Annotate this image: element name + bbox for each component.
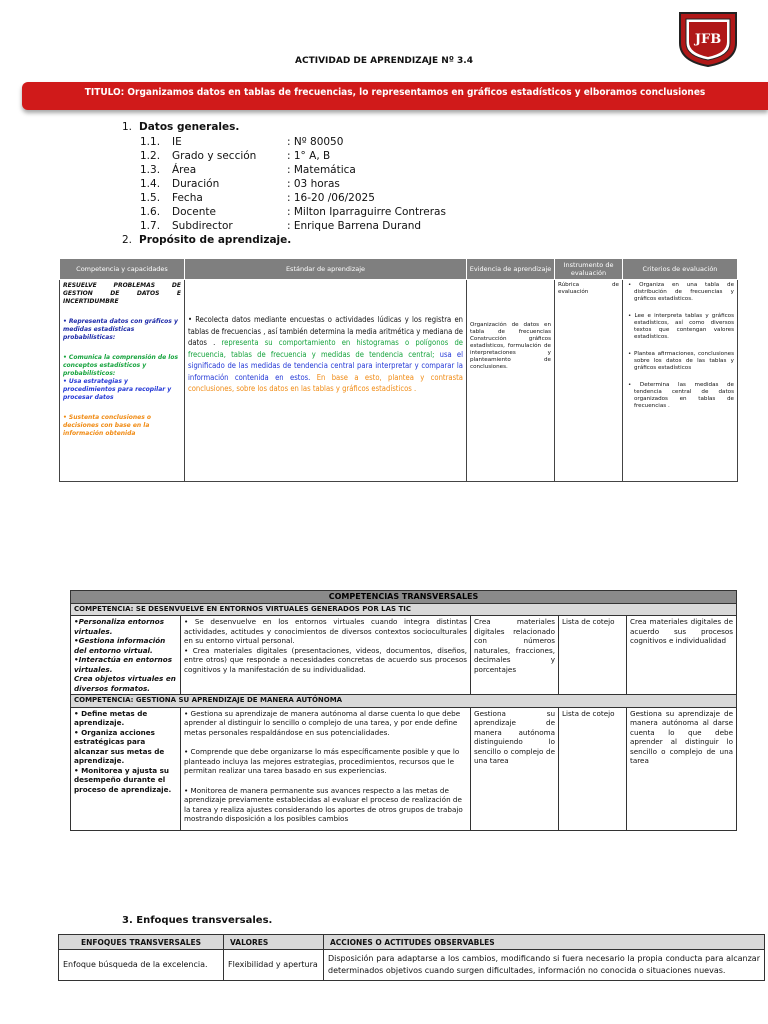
logo-monogram: JFB [694,32,722,47]
comp1-instrumento: Lista de cotejo [559,616,627,695]
accion-cell: Disposición para adaptarse a los cambios, modificando si fuera necesario la propia conducta para alcanzar determinados objetivos cuando surgen dificultades, información no conocida o situaciones nuevas. [324,950,765,981]
instrumento-cell [555,280,623,482]
general-row-label: Subdirector [172,220,233,232]
enfoques-col-acciones: ACCIONES O ACTITUDES OBSERVABLES [324,935,765,950]
enfoques-col-enfoque: ENFOQUES TRANSVERSALES [59,935,224,950]
comp1-capacidades: •Personaliza entornos virtuales. •Gestiona información del entorno virtual. •Interactúa en entornos virtuales. Crea objetos virtuales en diversos formatos. [71,616,181,695]
capacidad-2: • Comunica la comprensión de los conceptos estadísticos y probabilísticos: [63,354,179,377]
transversal-competencies-table [70,590,737,831]
competencia-name: RESUELVE PROBLEMAS DE GESTION DE DATOS E INCERTIDUMBRE [63,282,181,305]
comp1-estandar: • Se desenvuelve en los entornos virtuales cuando integra distintas actividades, actitudes y conocimientos de diversos contextos socioculturales en su entorno virtual personal. • Crea materiales digitales (presentaciones, videos, documentos, diseños, entre otros) que responde a necesidades concretas de acuerdo sus procesos cognitivos y la manifestación de su individualidad. [181,616,471,695]
general-heading: Datos generales. [139,121,240,133]
estandar-cell [185,280,467,482]
criterio-4: • Determina las medidas de tendencia central de datos organizados en tablas de frecuencias . [628,382,734,409]
general-row-value: : Nº 80050 [287,136,344,148]
general-row-label: Área [172,164,197,176]
comp2-heading: COMPETENCIA: GESTIONA SU APRENDIZAJE DE MANERA AUTÓNOMA [71,695,737,708]
purpose-heading: Propósito de aprendizaje. [139,234,292,246]
enfoques-table [58,934,765,981]
comp2-estandar: • Gestiona su aprendizaje de manera autónoma al darse cuenta lo que debe aprender al distinguir lo sencillo o complejo de una tarea, y por ende define metas personales respaldándose en sus potencialidades. • Comprende que debe organizarse lo más específicamente posible y que lo planteado incluya las mejores estrategias, procedimientos, recursos que le permitan realizar una tarea basado en sus experiencias. • Monitorea de manera permanente sus avances respecto a las metas de aprendizaje previamente establecidas al evaluar el proceso de realización de la tarea y realiza ajustes considerando los aportes de otros grupos de trabajo mostrando disposición a los posibles cambios [181,707,471,831]
banner-text: TITULO: Organizamos datos en tablas de frecuencias, lo representamos en gráficos estadísticos y elboramos conclusiones [84,87,706,98]
evidencia-text: Organización de datos en tabla de frecuencias Construcción gráficos estadísticos, formulación de interpretaciones y planteamiento de conclusiones. [470,322,551,370]
general-row-value: : Enrique Barrena Durand [287,220,422,232]
general-row-num: 1.4. [140,178,161,190]
comp1-criterio: Crea materiales digitales de acuerdo sus procesos cognitivos e individualidad [627,616,737,695]
criterios-cell [623,280,738,482]
header-estandar: Estándar de aprendizaje [185,259,467,280]
general-row-label: Grado y sección [172,150,257,162]
page-title: ACTIVIDAD DE APRENDIZAJE Nº 3.4 [295,56,473,66]
general-row-value: : Matemática [287,164,356,176]
evidencia-cell [467,280,555,482]
purpose-num: 2. [122,234,133,246]
valor-cell: Flexibilidad y apertura [224,950,324,981]
comp1-heading: COMPETENCIA: SE DESENVUELVE EN ENTORNOS VIRTUALES GENERADOS POR LAS TIC [71,603,737,616]
std-green: representa su comportamiento en histogramas o polígonos de frecuencia, tablas de frecuencia y medidas de tendencia central; [188,338,464,359]
enfoque-cell: Enfoque búsqueda de la excelencia. [59,950,224,981]
competency-table [59,258,738,482]
capacidad-1: • Representa datos con gráficos y medidas estadísticas probabilísticas: [63,318,178,341]
std-black: • Recolecta datos mediante encuestas o actividades lúdicas y los registra en tablas de frecuencias , así también determina la media aritmética y mediana de datos . [188,315,463,347]
general-row-label: Fecha [172,192,203,204]
comp1-evidencia: Crea materiales digitales relacionado con números naturales, fracciones, decimales y porcentajes [471,616,559,695]
general-row-num: 1.1. [140,136,161,148]
header-competencia: Competencia y capacidades [60,259,185,280]
competencia-cell [60,280,185,482]
std-blue: usa el significado de las medidas de tendencia central para interpretar y comparar la información contenida en estos. [188,349,464,382]
transversal-title: COMPETENCIAS TRANSVERSALES [71,591,737,604]
general-row-num: 1.6. [140,206,161,218]
comp2-evidencia: Gestiona su aprendizaje de manera autónoma distinguiendo lo sencillo o complejo de una tarea [471,707,559,831]
comp2-criterio: Gestiona su aprendizaje de manera autónoma al darse cuenta lo que debe aprender al distinguir lo sencillo o complejo de una tarea [627,707,737,831]
general-row-num: 1.3. [140,164,161,176]
comp2-capacidades: • Define metas de aprendizaje. • Organiza acciones estratégicas para alcanzar sus metas de aprendizaje. • Monitorea y ajusta su desempeño durante el proceso de aprendizaje. [71,707,181,831]
header-evidencia: Evidencia de aprendizaje [467,259,555,280]
enfoques-heading: 3. Enfoques transversales. [122,915,273,926]
general-heading-num: 1. [122,121,133,133]
criterio-3: • Plantea afirmaciones, conclusiones sobre los datos de las tablas y gráficos estadísticos [628,351,734,371]
general-row-value: : Milton Iparraguirre Contreras [287,206,446,218]
general-row-label: Duración [172,178,220,190]
general-row-label: Docente [172,206,216,218]
general-row-label: IE [172,136,182,148]
criterio-1: • Organiza en una tabla de distribución de frecuencias y gráficos estadísticos. [628,282,735,302]
general-row-value: : 1° A, B [287,150,331,162]
capacidad-4: • Sustenta conclusiones o decisiones con base en la información obtenida [63,414,152,437]
header-instrumento: Instrumento de evaluación [555,259,623,280]
enfoques-col-valores: VALORES [224,935,324,950]
general-row-num: 1.7. [140,220,161,232]
header-criterios: Criterios de evaluación [623,259,738,280]
criterio-2: • Lee e interpreta tablas y gráficos estadísticos, así como diversos textos que contengan valores estadísticos. [628,313,735,340]
general-row-value: : 03 horas [287,178,340,190]
capacidad-3: • Usa estrategias y procedimientos para recopilar y procesar datos [63,378,172,401]
instrumento-text: Rúbrica de evaluación [558,282,619,295]
comp2-instrumento: Lista de cotejo [559,707,627,831]
std-orange: En base a esto, plantea y contrasta conclusiones, sobre los datos en las tablas y gráficos estadísticos . [188,372,463,393]
general-row-value: : 16-20 /06/2025 [287,192,375,204]
title-banner [22,82,768,110]
general-row-num: 1.5. [140,192,161,204]
general-row-num: 1.2. [140,150,161,162]
